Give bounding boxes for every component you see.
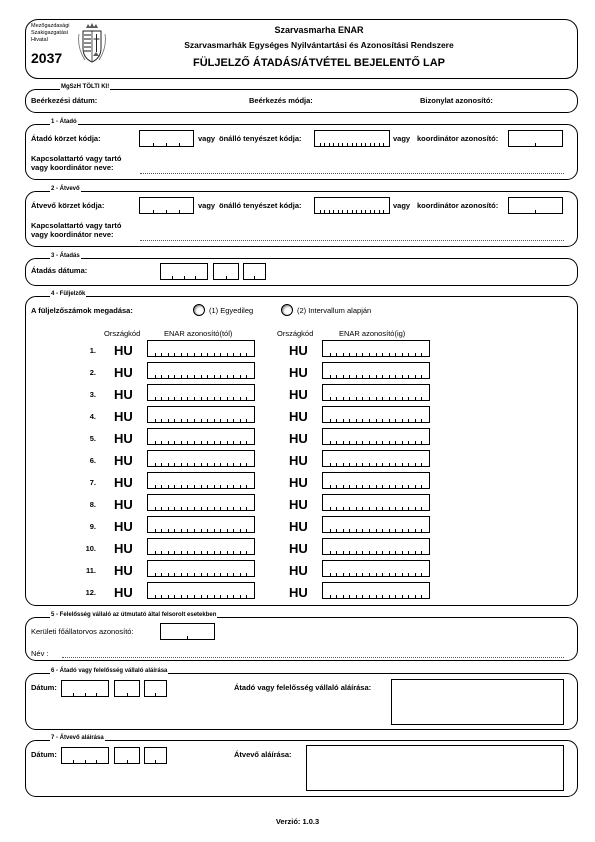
country-code-from: HU: [114, 343, 133, 358]
form-number: 2037: [31, 50, 63, 66]
transferor-district-label: Átadó körzet kódja:: [31, 134, 101, 143]
enar-from-input[interactable]: [147, 472, 255, 489]
enar-from-header: ENAR azonosító(tól): [164, 329, 233, 338]
receiver-signature-label: Átvevő aláírása:: [234, 750, 292, 759]
row-number: 5.: [89, 434, 96, 443]
agency-line: Mezőgazdasági: [31, 23, 70, 29]
country-code-from: HU: [114, 387, 133, 402]
enar-from-input[interactable]: [147, 450, 255, 467]
row-number: 10.: [85, 544, 96, 553]
received-method-label: Beérkezés módja:: [249, 96, 313, 105]
country-code-to: HU: [289, 475, 308, 490]
vet-id-input[interactable]: [160, 623, 215, 640]
agency-line: Hivatal: [31, 37, 48, 43]
country-code-to: HU: [289, 431, 308, 446]
country-code-header: Országkód: [104, 329, 141, 338]
enar-to-input[interactable]: [322, 582, 430, 599]
transferor-signature-box[interactable]: [391, 679, 564, 725]
contact-label-line: vagy koordinátor neve:: [31, 162, 114, 172]
enar-to-input[interactable]: [322, 362, 430, 379]
transfer-date-label: Átadás dátuma:: [31, 266, 88, 275]
row-number: 7.: [89, 478, 96, 487]
country-code-from: HU: [114, 431, 133, 446]
receiver-contact-name-field[interactable]: [140, 240, 564, 241]
row-number: 9.: [89, 522, 96, 531]
date-label: Dátum:: [31, 683, 57, 692]
receiver-holding-input[interactable]: [314, 197, 390, 214]
enar-to-input[interactable]: [322, 560, 430, 577]
enar-to-header: ENAR azonosító(ig): [339, 329, 406, 338]
section-5-responsible: [25, 612, 578, 661]
enar-to-input[interactable]: [322, 472, 430, 489]
office-use-title: MgSzH TÖLTI KI!: [61, 84, 110, 90]
receiver-district-label: Átvevő körzet kódja:: [31, 201, 105, 210]
system-short-name: Szarvasmarha ENAR: [274, 25, 364, 35]
transferor-signature-label: Átadó vagy felelősség vállaló aláírása:: [234, 683, 372, 692]
country-code-from: HU: [114, 365, 133, 380]
date-label: Dátum:: [31, 750, 57, 759]
enar-from-input[interactable]: [147, 582, 255, 599]
enar-to-input[interactable]: [322, 538, 430, 555]
enar-from-input[interactable]: [147, 538, 255, 555]
row-number: 11.: [85, 566, 96, 575]
self-holding-label: önálló tenyészet kódja:: [219, 201, 302, 210]
row-number: 6.: [89, 456, 96, 465]
row-number: 3.: [89, 390, 96, 399]
section-7-title: 7 - Átvevő aláírása: [51, 735, 104, 741]
transferor-sign-day-input[interactable]: [144, 680, 167, 697]
country-code-from: HU: [114, 475, 133, 490]
transferor-coordinator-input[interactable]: [508, 130, 563, 147]
country-code-from: HU: [114, 409, 133, 424]
enar-to-input[interactable]: [322, 406, 430, 423]
receiver-sign-year-input[interactable]: [61, 747, 109, 764]
interval-radio[interactable]: [281, 304, 293, 316]
self-holding-label: önálló tenyészet kódja:: [219, 134, 302, 143]
country-code-to: HU: [289, 519, 308, 534]
country-code-to: HU: [289, 453, 308, 468]
or-label: vagy: [393, 134, 411, 143]
country-code-to: HU: [289, 387, 308, 402]
transferor-holding-input[interactable]: [314, 130, 390, 147]
country-code-to: HU: [289, 497, 308, 512]
transferor-contact-name-field[interactable]: [140, 173, 564, 174]
country-code-to: HU: [289, 585, 308, 600]
name-label: Név :: [31, 649, 49, 658]
contact-label-line: Kapcsolattartó vagy tartó: [31, 221, 122, 230]
section-3-title: 3 - Átadás: [51, 253, 80, 259]
transfer-date-year-input[interactable]: [160, 263, 208, 280]
transferor-district-input[interactable]: [139, 130, 194, 147]
country-code-from: HU: [114, 563, 133, 578]
enar-from-input[interactable]: [147, 406, 255, 423]
receiver-sign-day-input[interactable]: [144, 747, 167, 764]
enar-to-input[interactable]: [322, 516, 430, 533]
responsible-name-field[interactable]: [62, 657, 564, 658]
enar-to-input[interactable]: [322, 450, 430, 467]
coordinator-label: koordinátor azonosító:: [417, 201, 499, 210]
agency-name: [31, 23, 70, 44]
section-2-title: 2 - Átvevő: [51, 186, 80, 192]
or-label: vagy: [393, 201, 411, 210]
section-4-title: 4 - Füljelzők: [51, 291, 86, 297]
transfer-date-month-input[interactable]: [213, 263, 239, 280]
or-label: vagy: [198, 134, 216, 143]
country-code-from: HU: [114, 541, 133, 556]
transfer-date-day-input[interactable]: [243, 263, 266, 280]
receiver-signature-box[interactable]: [306, 745, 564, 791]
enar-from-input[interactable]: [147, 516, 255, 533]
country-code-from: HU: [114, 519, 133, 534]
row-number: 1.: [89, 346, 96, 355]
enar-to-input[interactable]: [322, 340, 430, 357]
enar-from-input[interactable]: [147, 494, 255, 511]
coat-of-arms-icon: [77, 22, 107, 66]
country-code-from: HU: [114, 453, 133, 468]
country-code-to: HU: [289, 563, 308, 578]
individual-radio[interactable]: [193, 304, 205, 316]
form-title: FÜLJELZŐ ÁTADÁS/ÁTVÉTEL BEJELENTŐ LAP: [193, 57, 445, 69]
receiver-coordinator-input[interactable]: [508, 197, 563, 214]
contact-name-label: [31, 222, 121, 239]
row-number: 8.: [89, 500, 96, 509]
enar-from-input[interactable]: [147, 384, 255, 401]
enar-to-input[interactable]: [322, 428, 430, 445]
row-number: 12.: [85, 588, 96, 597]
enar-from-input[interactable]: [147, 560, 255, 577]
section-5-title: 5 - Felelősség vállaló az útmutató által felsorolt esetekben: [51, 612, 217, 618]
country-code-header: Országkód: [277, 329, 314, 338]
or-label: vagy: [198, 201, 216, 210]
enar-from-input[interactable]: [147, 362, 255, 379]
contact-label-line: vagy koordinátor neve:: [31, 229, 114, 239]
section-3-transfer: [25, 253, 578, 286]
interval-option-label: (2) Intervallum alapján: [297, 306, 372, 315]
enar-to-input[interactable]: [322, 384, 430, 401]
enar-to-input[interactable]: [322, 494, 430, 511]
receiver-district-input[interactable]: [139, 197, 194, 214]
country-code-to: HU: [289, 409, 308, 424]
received-date-label: Beérkezési dátum:: [31, 96, 98, 105]
transferor-sign-year-input[interactable]: [61, 680, 109, 697]
country-code-to: HU: [289, 343, 308, 358]
receiver-sign-month-input[interactable]: [114, 747, 140, 764]
tag-mode-label: A füljelzőszámok megadása:: [31, 306, 133, 315]
transferor-sign-month-input[interactable]: [114, 680, 140, 697]
country-code-from: HU: [114, 585, 133, 600]
row-number: 4.: [89, 412, 96, 421]
document-id-label: Bizonylat azonosító:: [420, 96, 493, 105]
section-1-title: 1 - Átadó: [51, 119, 77, 125]
contact-name-label: [31, 155, 121, 172]
version-text: Verzió: 1.0.3: [275, 817, 320, 826]
individual-option-label: (1) Egyedileg: [209, 306, 254, 315]
country-code-to: HU: [289, 541, 308, 556]
contact-label-line: Kapcsolattartó vagy tartó: [31, 154, 122, 163]
vet-id-label: Kerületi főállatorvos azonosító:: [31, 627, 134, 636]
country-code-to: HU: [289, 365, 308, 380]
country-code-from: HU: [114, 497, 133, 512]
enar-from-input[interactable]: [147, 428, 255, 445]
agency-line: Szakigazgatási: [31, 30, 68, 36]
system-full-name: Szarvasmarhák Egységes Nyilvántartási és Azonosítási Rendszere: [184, 40, 454, 50]
section-6-title: 6 - Átadó vagy felelősség vállaló aláírása: [51, 668, 168, 674]
enar-from-input[interactable]: [147, 340, 255, 357]
coordinator-label: koordinátor azonosító:: [417, 134, 499, 143]
row-number: 2.: [89, 368, 96, 377]
